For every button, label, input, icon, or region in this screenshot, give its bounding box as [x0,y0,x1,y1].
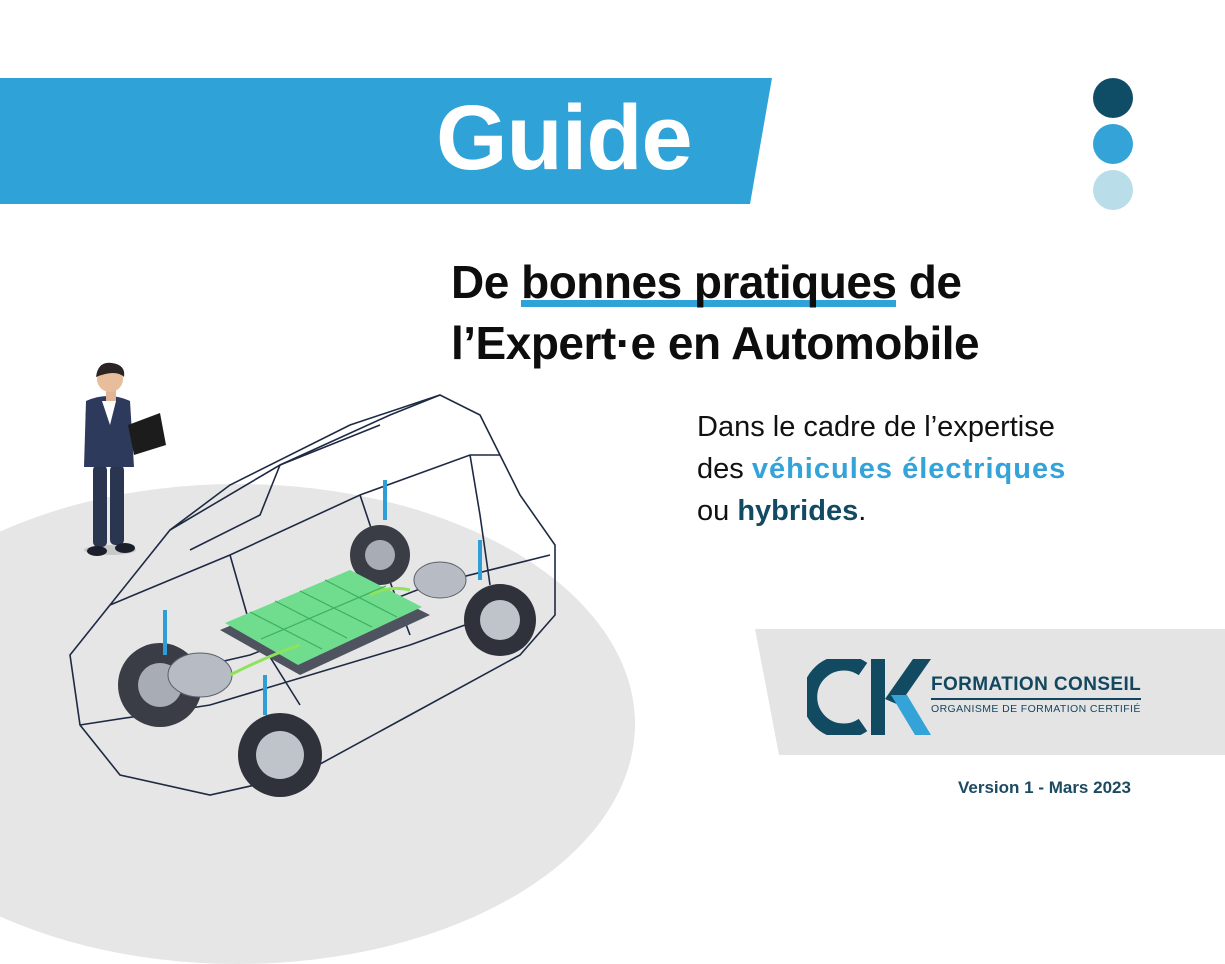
brand-tagline: ORGANISME DE FORMATION CERTIFIÉ [931,703,1141,715]
person-with-laptop-icon [84,363,166,556]
title-word-de: De [451,256,509,308]
context-prefix-ou: ou [697,495,730,527]
keyword-hybrids: hybrides [737,495,859,527]
context-text [697,406,1157,532]
title-highlight: bonnes pratiques [521,252,896,313]
brand-name: FORMATION CONSEIL [931,674,1141,700]
dot-light [1093,170,1133,210]
decorative-dots [1093,78,1133,216]
logo-panel [755,629,1225,755]
context-line-1: Dans le cadre de l’expertise [697,411,1055,443]
title-word-de-2: de [908,256,962,308]
context-period: . [858,495,867,527]
keyword-electric-vehicles: véhicules électriques [751,453,1067,485]
battery-pack-icon [220,570,430,675]
banner-title: Guide [436,87,692,189]
title-line-2: l’Expert·e en Automobile [451,317,980,369]
dot-blue [1093,124,1133,164]
context-prefix-des: des [697,453,744,485]
ck-logo-icon [807,659,931,735]
electric-car-illustration [50,355,570,805]
dot-dark [1093,78,1133,118]
version-label: Version 1 - Mars 2023 [958,778,1131,797]
